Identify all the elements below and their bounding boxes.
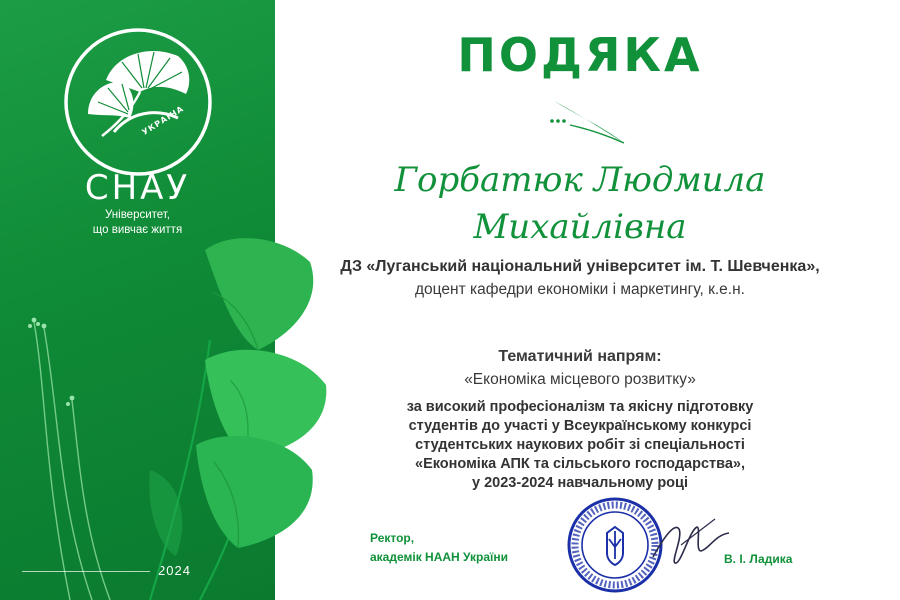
rector-title-line1: Ректор,	[370, 531, 415, 545]
recipient-name-line2: Михайлівна	[473, 207, 687, 247]
brand-panel	[0, 0, 275, 600]
reason-line: студентських наукових робіт зі спеціальності	[415, 437, 745, 453]
decorative-stems-icon	[0, 300, 120, 600]
brand-tagline-line1: Університет,	[105, 209, 170, 221]
recipient-name-line1: Горбатюк Людмила	[394, 160, 766, 200]
ornament-swoosh-icon	[540, 95, 630, 145]
brand-tagline	[0, 208, 275, 238]
year-divider	[22, 571, 150, 572]
reason-line: за високий професіоналізм та якісну підготовку	[406, 399, 754, 415]
signature-icon	[645, 505, 735, 575]
rector-title-line2: академік НААН України	[370, 550, 509, 564]
rector-title	[370, 529, 508, 567]
brand-tagline-line2: що вивчає життя	[92, 224, 183, 236]
reason-line: студентів до участі у Всеукраїнському конкурсі	[408, 418, 752, 434]
topic-heading: Тематичний напрям:	[498, 348, 662, 365]
certificate-title: ПОДЯКА	[457, 28, 703, 82]
topic-value: «Економіка місцевого розвитку»	[464, 371, 696, 388]
ginkgo-logo-icon	[58, 22, 218, 182]
reason-line: «Економіка АПК та сільського господарства»,	[415, 456, 745, 472]
year-label: 2024	[158, 563, 191, 578]
award-reason	[330, 398, 830, 493]
logo-ukraine-label: УКРАЇНА	[140, 104, 186, 137]
recipient-organization: ДЗ «Луганський національний університет ім. Т. Шевченка»,	[340, 258, 820, 275]
brand-name: СНАУ	[84, 168, 191, 208]
signer-name: В. І. Ладика	[724, 552, 793, 566]
recipient-position: доцент кафедри економіки і маркетингу, к.е.н.	[415, 281, 745, 298]
reason-line: у 2023-2024 навчальному році	[472, 475, 688, 491]
